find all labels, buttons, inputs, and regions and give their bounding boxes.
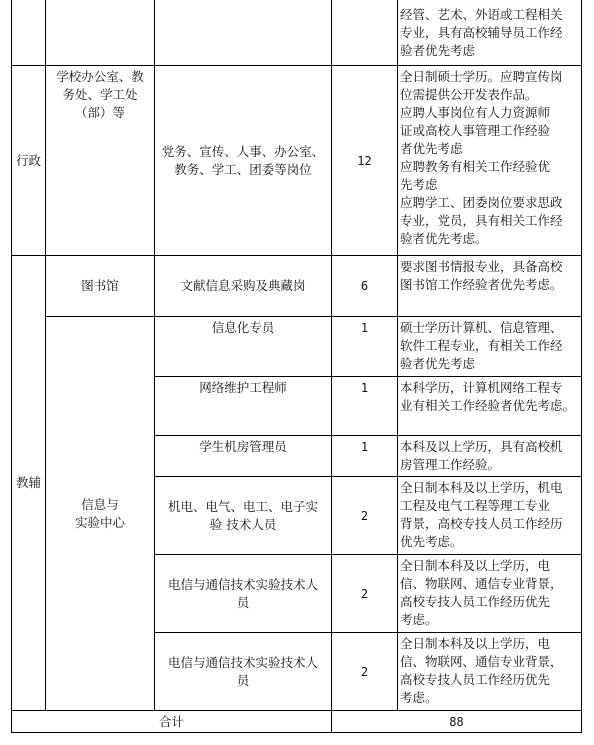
position-cell	[155, 477, 332, 555]
requirement-cell	[398, 555, 582, 633]
count-cell	[332, 436, 398, 477]
count-value: 12	[357, 153, 372, 168]
requirement-cell-top	[398, 0, 582, 66]
count-value: 1	[360, 381, 369, 395]
category-label: 教辅	[15, 475, 41, 490]
count-cell-top	[332, 0, 398, 66]
requirement-text: 硕士学历计算机、信息管理、 软件工程专业，有相关工作经 验者优先考虑	[400, 320, 563, 371]
count-value: 2	[360, 664, 369, 679]
count-cell-library	[332, 256, 398, 317]
category-cell-top	[11, 0, 46, 66]
count-cell	[332, 477, 398, 555]
requirement-text: 全日制本科及以上学历，电 信、物联网、通信专业背景， 高校专技人员工作经历优先 考虑。	[400, 558, 563, 627]
position-cell-library	[155, 256, 332, 317]
position-label: 学生机房管理员	[199, 439, 287, 454]
requirement-text: 全日制硕士学历。应聘宣传岗 位需提供公开发表作品。 应聘人事岗位有人力资源师 证或高校人事管理工作经验 者优先考虑 应聘教务有相关工作经验优 先考虑 应聘学工、团委岗位要求思政 专业，党员，具有相关工作经 验者优先考虑。	[400, 69, 563, 246]
total-count-cell	[332, 711, 582, 733]
count-value: 1	[360, 440, 369, 454]
requirement-text: 全日制本科及以上学历，电 信、物联网、通信专业背景， 高校专技人员工作经历优先 考虑。	[400, 636, 563, 705]
category-cell-admin	[11, 66, 46, 256]
count-cell-admin	[332, 66, 398, 256]
count-cell	[332, 555, 398, 633]
requirement-cell	[398, 477, 582, 555]
dept-cell-lab-center	[46, 317, 155, 711]
count-cell	[332, 317, 398, 377]
position-cell-top	[155, 0, 332, 66]
position-label: 网络维护工程师	[199, 380, 287, 395]
requirement-text: 本科及以上学历，具有高校机 房管理工作经验。	[400, 439, 563, 472]
total-count: 88	[449, 714, 464, 729]
requirement-text: 要求图书情报专业，具备高校 图书馆工作经验者优先考虑。	[400, 259, 563, 292]
requirement-text: 全日制本科及以上学历，机电 工程及电气工程等理工专业 背景，高校专技人员工作经历 优先考虑。	[400, 480, 563, 549]
position-cell	[155, 633, 332, 711]
position-label: 电信与通信技术实验技术人 员	[167, 576, 318, 610]
position-label: 党务、宣传、人事、办公室、 教务、学工、团委等岗位	[161, 143, 325, 177]
count-value: 2	[360, 508, 369, 523]
category-cell-teaching-support	[11, 256, 46, 711]
position-cell	[155, 555, 332, 633]
position-label: 信息化专员	[211, 320, 275, 335]
dept-label: 信息与 实验中心	[74, 496, 125, 530]
dept-cell-top	[46, 0, 155, 66]
requirement-cell	[398, 377, 582, 436]
position-cell	[155, 377, 332, 436]
position-label: 文献信息采购及典藏岗	[180, 278, 306, 293]
count-value: 2	[360, 586, 369, 601]
requirement-cell-library	[398, 256, 582, 317]
dept-cell-library	[46, 256, 155, 317]
total-label: 合计	[158, 713, 184, 729]
position-cell-admin	[155, 66, 332, 256]
count-cell	[332, 633, 398, 711]
requirement-cell	[398, 436, 582, 477]
dept-cell-admin	[46, 66, 155, 256]
count-cell	[332, 377, 398, 436]
dept-label: 学校办公室、教 务处、学工处 （部）等	[56, 69, 144, 120]
position-cell	[155, 317, 332, 377]
dept-label: 图书馆	[81, 278, 119, 293]
requirement-text: 经管、艺术、外语或工程相关 专业，具有高校辅导员工作经 验者优先考虑	[400, 7, 563, 58]
position-label: 机电、电气、电工、电子实 验 技术人员	[167, 498, 318, 532]
count-value: 6	[360, 279, 369, 293]
requirement-text: 本科学历，计算机网络工程专 业有相关工作经验者优先考虑。	[400, 380, 576, 413]
total-label-cell	[11, 711, 332, 733]
position-cell	[155, 436, 332, 477]
count-value: 1	[360, 321, 369, 335]
requirement-cell	[398, 317, 582, 377]
position-label: 电信与通信技术实验技术人 员	[167, 654, 318, 688]
requirement-cell	[398, 633, 582, 711]
requirement-cell-admin	[398, 66, 582, 256]
category-label: 行政	[15, 152, 41, 168]
